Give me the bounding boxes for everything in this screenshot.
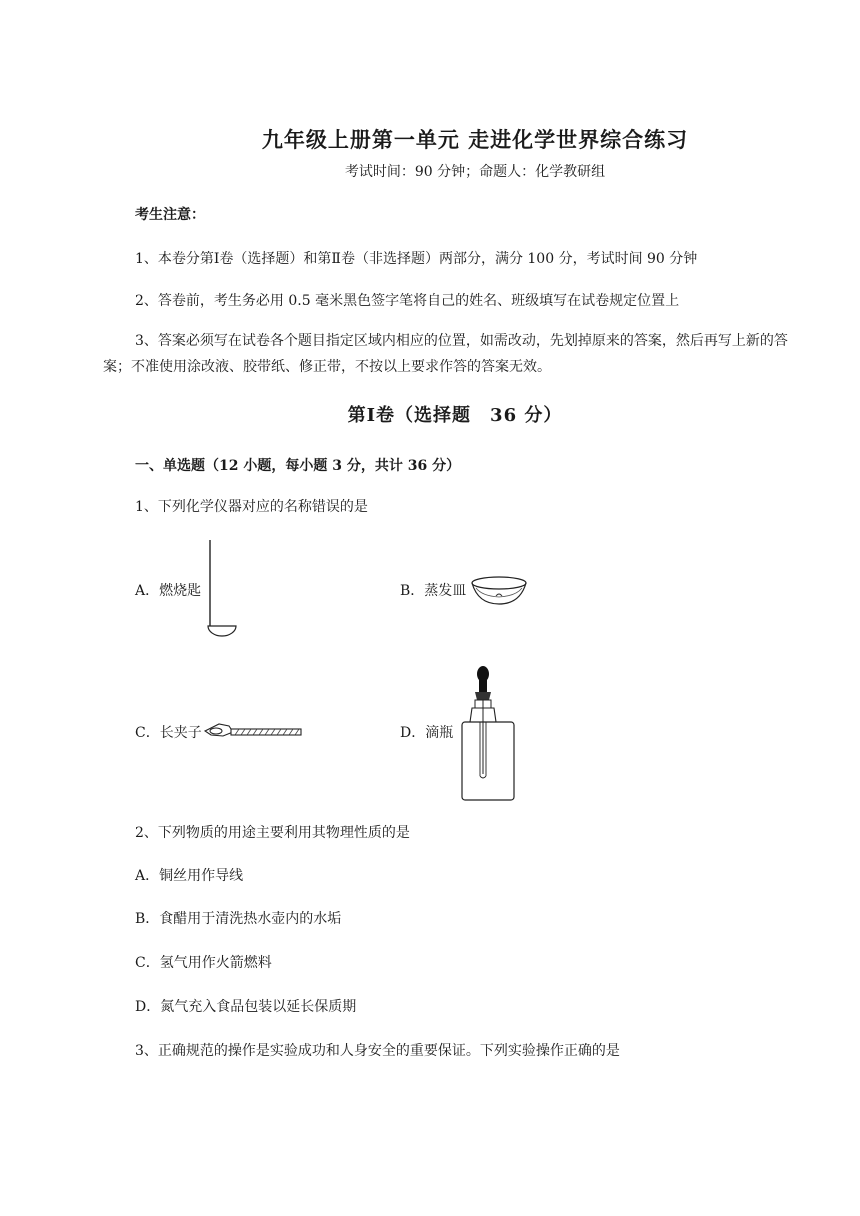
notice-item: 3、答案必须写在试卷各个题目指定区域内相应的位置，如需改动，先划掉原来的答案，然后再写上新的答案；不准使用涂改液、胶带纸、修正带，不按以上要求作答的答案无效。 bbox=[103, 333, 788, 375]
question-stem: 2、下列物质的用途主要利用其物理性质的是 bbox=[135, 825, 410, 841]
evaporating-dish-icon bbox=[470, 574, 528, 608]
option-label: A．燃烧匙 bbox=[135, 583, 202, 599]
notice-item: 1、本卷分第Ⅰ卷（选择题）和第Ⅱ卷（非选择题）两部分，满分 100 分，考试时间 90 分钟 bbox=[135, 251, 698, 267]
question-stem: 3、正确规范的操作是实验成功和人身安全的重要保证。下列实验操作正确的是 bbox=[135, 1043, 620, 1059]
option-label: D．滴瓶 bbox=[400, 725, 454, 741]
notice-heading: 考生注意： bbox=[135, 207, 205, 223]
option-label: B．食醋用于清洗热水壶内的水垢 bbox=[135, 911, 342, 927]
question-stem: 1、下列化学仪器对应的名称错误的是 bbox=[135, 499, 368, 515]
part-heading: 一、单选题（12 小题，每小题 3 分，共计 36 分） bbox=[135, 458, 461, 474]
section-title: 第Ⅰ卷（选择题 36 分） bbox=[347, 405, 563, 426]
dropper-bottle-icon bbox=[458, 664, 518, 802]
notice-item: 2、答卷前，考生务必用 0.5 毫米黑色签字笔将自己的姓名、班级填写在试卷规定位置上 bbox=[135, 293, 680, 309]
option-label: C．长夹子 bbox=[135, 725, 202, 741]
option-label: C．氢气用作火箭燃料 bbox=[135, 955, 272, 971]
option-label: D．氮气充入食品包装以延长保质期 bbox=[135, 999, 357, 1015]
page-title: 九年级上册第一单元 走进化学世界综合练习 bbox=[261, 127, 689, 152]
combustion-spoon-icon bbox=[200, 538, 240, 640]
crucible-tongs-icon bbox=[203, 720, 303, 742]
option-label: A．铜丝用作导线 bbox=[135, 868, 244, 884]
option-label: B．蒸发皿 bbox=[400, 583, 467, 599]
exam-info: 考试时间：90 分钟；命题人：化学教研组 bbox=[344, 164, 606, 180]
